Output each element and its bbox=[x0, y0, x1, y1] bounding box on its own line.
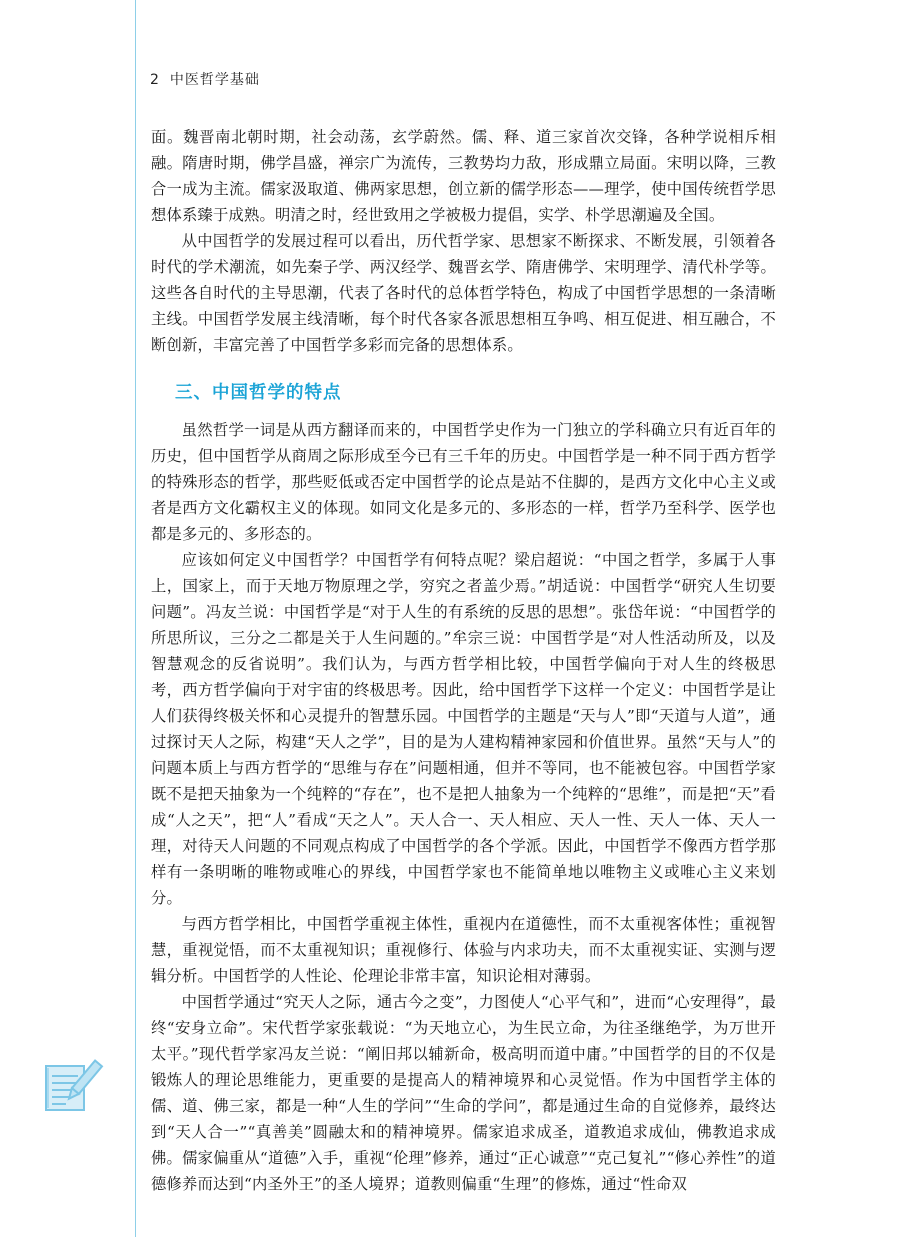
paragraph: 与西方哲学相比，中国哲学重视主体性，重视内在道德性，而不太重视客体性；重视智慧，重视觉悟，而不太重视知识；重视修行、体验与内求功夫，而不太重视实证、实测与逻辑分析。中国哲学的人性论、伦理论非常丰富，知识论相对薄弱。 bbox=[151, 915, 776, 985]
book-title: 中医哲学基础 bbox=[169, 72, 260, 88]
margin-line bbox=[135, 0, 136, 1237]
notepad-pencil-icon bbox=[40, 1052, 104, 1116]
page-body bbox=[151, 124, 776, 1197]
paragraph: 应该如何定义中国哲学？中国哲学有何特点呢？梁启超说：“中国之哲学，多属于人事上，国家上，而于天地万物原理之学，穷究之者盖少焉。”胡适说：中国哲学“研究人生切要问题”。冯友兰说：中国哲学是“对于人生的有系统的反思的思想”。张岱年说：“中国哲学的所思所议，三分之二都是关于人生问题的。”牟宗三说：中国哲学是“对人性活动所及，以及智慧观念的反省说明”。我们认为，与西方哲学相比较，中国哲学偏向于对人生的终极思考，西方哲学偏向于对宇宙的终极思考。因此，给中国哲学下这样一个定义：中国哲学是让人们获得终极关怀和心灵提升的智慧乐园。中国哲学的主题是“天与人”即“天道与人道”，通过探讨天人之际，构建“天人之学”，目的是为人建构精神家园和价值世界。虽然“天与人”的问题本质上与西方哲学的“思维与存在”问题相通，但并不等同，也不能被包容。中国哲学家既不是把天抽象为一个纯粹的“存在”，也不是把人抽象为一个纯粹的“思维”，而是把“天”看成“人之天”，把“人”看成“天之人”。天人合一、天人相应、天人一性、天人一体、天人一理，对待天人问题的不同观点构成了中国哲学的各个学派。因此，中国哲学不像西方哲学那样有一条明晰的唯物或唯心的界线，中国哲学家也不能简单地以唯物主义或唯心主义来划分。 bbox=[151, 551, 776, 907]
paragraph: 面。魏晋南北朝时期，社会动荡，玄学蔚然。儒、释、道三家首次交锋，各种学说相斥相融。隋唐时期，佛学昌盛，禅宗广为流传，三教势均力敌，形成鼎立局面。宋明以降，三教合一成为主流。儒家汲取道、佛两家思想，创立新的儒学形态——理学，使中国传统哲学思想体系臻于成熟。明清之时，经世致用之学被极力提倡，实学、朴学思潮遍及全国。 bbox=[151, 128, 776, 224]
running-header bbox=[150, 69, 260, 89]
paragraph: 虽然哲学一词是从西方翻译而来的，中国哲学史作为一门独立的学科确立只有近百年的历史，但中国哲学从商周之际形成至今已有三千年的历史。中国哲学是一种不同于西方哲学的特殊形态的哲学，那些贬低或否定中国哲学的论点是站不住脚的，是西方文化中心主义或者是西方文化霸权主义的体现。如同文化是多元的、多形态的一样，哲学乃至科学、医学也都是多元的、多形态的。 bbox=[151, 421, 776, 543]
section-heading: 三、中国哲学的特点 bbox=[175, 383, 342, 403]
page-number: 2 bbox=[150, 72, 160, 88]
paragraph: 中国哲学通过“究天人之际，通古今之变”，力图使人“心平气和”，进而“心安理得”，最终“安身立命”。宋代哲学家张载说：“为天地立心，为生民立命，为往圣继绝学，为万世开太平。”现代哲学家冯友兰说：“阐旧邦以辅新命，极高明而道中庸。”中国哲学的目的不仅是锻炼人的理论思维能力，更重要的是提高人的精神境界和心灵觉悟。作为中国哲学主体的儒、道、佛三家，都是一种“人生的学问”“生命的学问”，都是通过生命的自觉修养，最终达到“天人合一”“真善美”圆融太和的精神境界。儒家追求成圣，道教追求成仙，佛教追求成佛。儒家偏重从“道德”入手，重视“伦理”修养，通过“正心诚意”“克己复礼”“修心养性”的道德修养而达到“内圣外王”的圣人境界；道教则偏重“生理”的修炼，通过“性命双 bbox=[151, 993, 776, 1193]
paragraph: 从中国哲学的发展过程可以看出，历代哲学家、思想家不断探求、不断发展，引领着各时代的学术潮流，如先秦子学、两汉经学、魏晋玄学、隋唐佛学、宋明理学、清代朴学等。这些各自时代的主导思潮，代表了各时代的总体哲学特色，构成了中国哲学思想的一条清晰主线。中国哲学发展主线清晰，每个时代各家各派思想相互争鸣、相互促进、相互融合，不断创新，丰富完善了中国哲学多彩而完备的思想体系。 bbox=[151, 232, 776, 354]
